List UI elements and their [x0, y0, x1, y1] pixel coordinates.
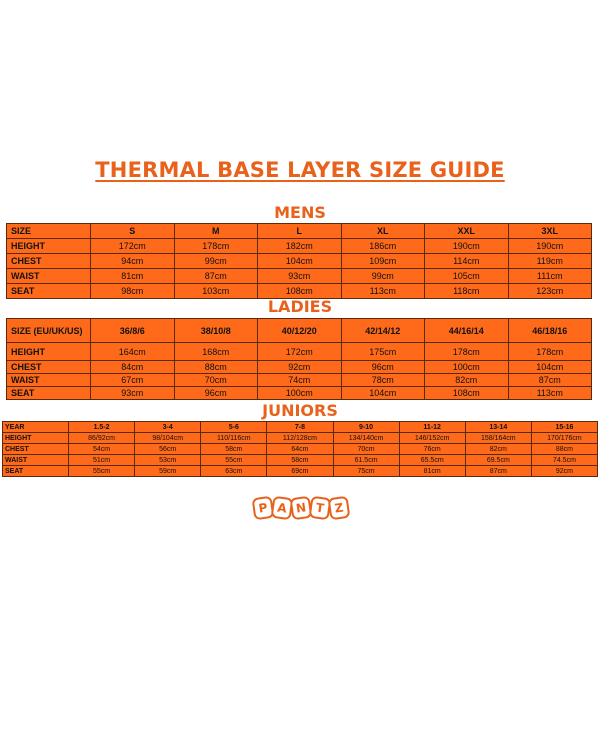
- row-label: SEAT: [7, 387, 91, 400]
- column-header: 9-10: [333, 422, 399, 433]
- table-cell: 103cm: [174, 284, 258, 299]
- table-cell: 146/152cm: [399, 433, 465, 444]
- table-cell: 178cm: [508, 343, 592, 361]
- table-cell: 70cm: [174, 374, 258, 387]
- table-cell: 93cm: [258, 269, 342, 284]
- column-header-label: SIZE (EU/UK/US): [7, 319, 91, 343]
- column-header: M: [174, 224, 258, 239]
- table-cell: 186cm: [341, 239, 425, 254]
- table-cell: 94cm: [91, 254, 175, 269]
- column-header: L: [258, 224, 342, 239]
- table-cell: 112/128cm: [267, 433, 333, 444]
- table-cell: 64cm: [267, 444, 333, 455]
- table-cell: 98/104cm: [135, 433, 201, 444]
- table-cell: 190cm: [508, 239, 592, 254]
- column-header: 11-12: [399, 422, 465, 433]
- table-cell: 82cm: [465, 444, 531, 455]
- row-label: WAIST: [7, 269, 91, 284]
- table-cell: 53cm: [135, 455, 201, 466]
- table-cell: 69cm: [267, 466, 333, 477]
- table-row: [7, 239, 592, 254]
- column-header: 40/12/20: [258, 319, 342, 343]
- column-header: 36/8/6: [91, 319, 175, 343]
- table-cell: 105cm: [425, 269, 509, 284]
- table-cell: 108cm: [258, 284, 342, 299]
- logo-letter: Z: [328, 496, 351, 521]
- mens-header-row: [7, 224, 592, 239]
- column-header: 3XL: [508, 224, 592, 239]
- table-cell: 58cm: [201, 444, 267, 455]
- table-cell: 92cm: [531, 466, 597, 477]
- table-cell: 113cm: [341, 284, 425, 299]
- table-cell: 76cm: [399, 444, 465, 455]
- table-cell: 59cm: [135, 466, 201, 477]
- ladies-heading: LADIES: [267, 297, 333, 316]
- juniors-header-row: [3, 422, 598, 433]
- row-label: CHEST: [7, 361, 91, 374]
- table-cell: 175cm: [341, 343, 425, 361]
- row-label: SEAT: [7, 284, 91, 299]
- column-header-label: SIZE: [7, 224, 91, 239]
- table-cell: 55cm: [201, 455, 267, 466]
- table-cell: 75cm: [333, 466, 399, 477]
- table-row: [7, 374, 592, 387]
- table-cell: 92cm: [258, 361, 342, 374]
- table-cell: 54cm: [69, 444, 135, 455]
- column-header: 3-4: [135, 422, 201, 433]
- table-cell: 123cm: [508, 284, 592, 299]
- table-cell: 69.5cm: [465, 455, 531, 466]
- table-cell: 113cm: [508, 387, 592, 400]
- ladies-header-row: [7, 319, 592, 343]
- table-cell: 81cm: [399, 466, 465, 477]
- row-label: CHEST: [7, 254, 91, 269]
- table-cell: 172cm: [91, 239, 175, 254]
- row-label: WAIST: [3, 455, 69, 466]
- logo-letter: T: [309, 496, 332, 521]
- table-cell: 87cm: [465, 466, 531, 477]
- column-header: S: [91, 224, 175, 239]
- table-row: [7, 361, 592, 374]
- row-label: CHEST: [3, 444, 69, 455]
- table-cell: 170/176cm: [531, 433, 597, 444]
- table-cell: 96cm: [341, 361, 425, 374]
- table-cell: 55cm: [69, 466, 135, 477]
- table-cell: 100cm: [425, 361, 509, 374]
- table-cell: 158/164cm: [465, 433, 531, 444]
- table-cell: 108cm: [425, 387, 509, 400]
- table-row: [7, 387, 592, 400]
- table-cell: 88cm: [531, 444, 597, 455]
- table-cell: 81cm: [91, 269, 175, 284]
- column-header: 5-6: [201, 422, 267, 433]
- table-cell: 182cm: [258, 239, 342, 254]
- table-cell: 63cm: [201, 466, 267, 477]
- column-header: 1.5-2: [69, 422, 135, 433]
- column-header: 15-16: [531, 422, 597, 433]
- column-header: 44/16/14: [425, 319, 509, 343]
- mens-heading: MENS: [274, 203, 326, 222]
- table-cell: 51cm: [69, 455, 135, 466]
- table-row: [7, 343, 592, 361]
- table-cell: 104cm: [508, 361, 592, 374]
- table-cell: 74.5cm: [531, 455, 597, 466]
- table-cell: 98cm: [91, 284, 175, 299]
- table-cell: 168cm: [174, 343, 258, 361]
- table-cell: 86/92cm: [69, 433, 135, 444]
- table-row: [3, 444, 598, 455]
- column-header: 13-14: [465, 422, 531, 433]
- table-cell: 74cm: [258, 374, 342, 387]
- juniors-heading: JUNIORS: [262, 401, 338, 420]
- table-cell: 104cm: [258, 254, 342, 269]
- table-cell: 61.5cm: [333, 455, 399, 466]
- pantz-logo: [253, 497, 351, 519]
- table-cell: 56cm: [135, 444, 201, 455]
- table-cell: 70cm: [333, 444, 399, 455]
- column-header: 42/14/12: [341, 319, 425, 343]
- table-cell: 82cm: [425, 374, 509, 387]
- table-cell: 109cm: [341, 254, 425, 269]
- row-label: SEAT: [3, 466, 69, 477]
- column-header: 46/18/16: [508, 319, 592, 343]
- table-cell: 67cm: [91, 374, 175, 387]
- table-cell: 178cm: [174, 239, 258, 254]
- logo-letter: P: [252, 496, 275, 521]
- table-cell: 104cm: [341, 387, 425, 400]
- table-cell: 87cm: [508, 374, 592, 387]
- table-row: [3, 466, 598, 477]
- table-cell: 96cm: [174, 387, 258, 400]
- table-cell: 190cm: [425, 239, 509, 254]
- table-cell: 99cm: [174, 254, 258, 269]
- table-cell: 111cm: [508, 269, 592, 284]
- table-cell: 178cm: [425, 343, 509, 361]
- table-cell: 114cm: [425, 254, 509, 269]
- table-cell: 84cm: [91, 361, 175, 374]
- column-header-label: YEAR: [3, 422, 69, 433]
- table-cell: 99cm: [341, 269, 425, 284]
- column-header: 7-8: [267, 422, 333, 433]
- table-row: [3, 455, 598, 466]
- row-label: WAIST: [7, 374, 91, 387]
- table-cell: 134/140cm: [333, 433, 399, 444]
- table-cell: 58cm: [267, 455, 333, 466]
- column-header: XXL: [425, 224, 509, 239]
- table-row: [7, 269, 592, 284]
- table-cell: 88cm: [174, 361, 258, 374]
- column-header: XL: [341, 224, 425, 239]
- logo-letter: N: [290, 496, 313, 521]
- row-label: HEIGHT: [7, 343, 91, 361]
- juniors-size-table: [2, 421, 598, 477]
- table-cell: 119cm: [508, 254, 592, 269]
- table-cell: 87cm: [174, 269, 258, 284]
- ladies-size-table: [6, 318, 592, 400]
- mens-size-table: [6, 223, 592, 299]
- table-row: [7, 254, 592, 269]
- table-cell: 100cm: [258, 387, 342, 400]
- table-cell: 78cm: [341, 374, 425, 387]
- logo-letter: A: [271, 496, 294, 521]
- table-cell: 118cm: [425, 284, 509, 299]
- table-row: [3, 433, 598, 444]
- table-cell: 65.5cm: [399, 455, 465, 466]
- row-label: HEIGHT: [7, 239, 91, 254]
- table-cell: 110/116cm: [201, 433, 267, 444]
- page-title: THERMAL BASE LAYER SIZE GUIDE: [95, 158, 505, 182]
- table-cell: 93cm: [91, 387, 175, 400]
- row-label: HEIGHT: [3, 433, 69, 444]
- table-cell: 164cm: [91, 343, 175, 361]
- table-cell: 172cm: [258, 343, 342, 361]
- column-header: 38/10/8: [174, 319, 258, 343]
